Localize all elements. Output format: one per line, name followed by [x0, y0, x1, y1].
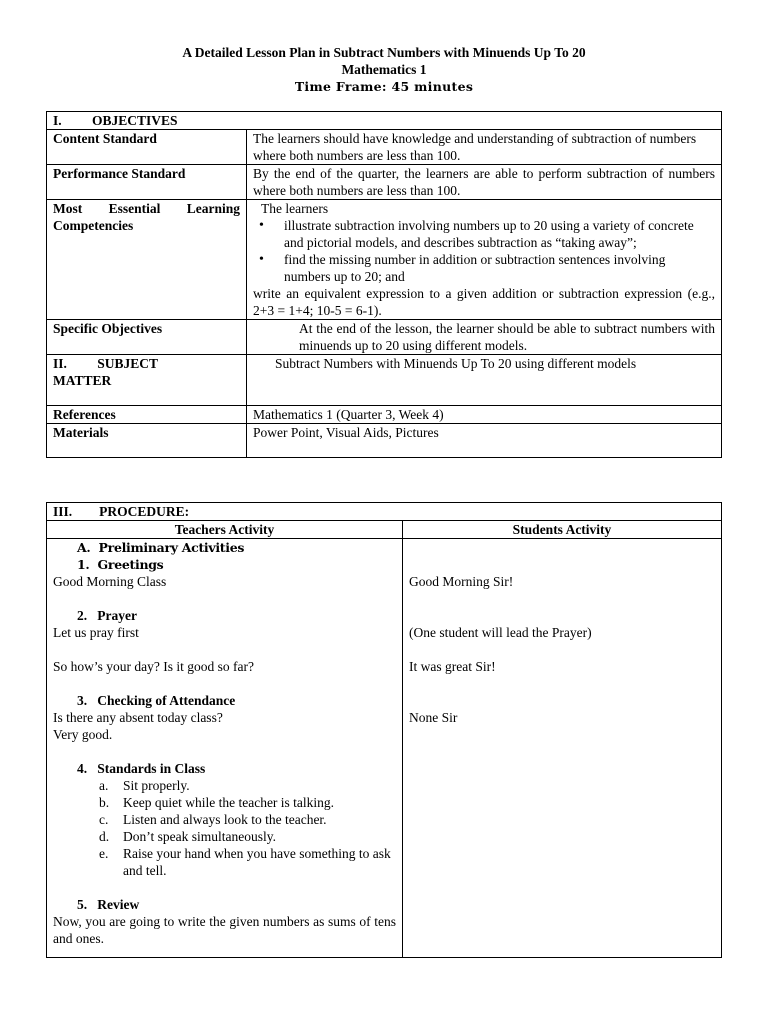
melc-last: write an equivalent expression to a given addition or subtraction expression (e.g., 2+3 = 1+4; 10-5 = 6-1).: [253, 286, 715, 318]
standards-item: e. Raise your hand when you have something to ask and tell.: [99, 846, 391, 878]
melc-item: • illustrate subtraction involving numbers up to 20 using a variety of concrete and pictorial models, and describes subtraction as “taking away”;: [253, 217, 715, 251]
performance-standard-text: By the end of the quarter, the learners are able to perform subtraction of numbers where both numbers are less than 100.: [247, 165, 722, 200]
subject-matter-label: II. SUBJECT MATTER: [47, 355, 247, 406]
review-teacher: Now, you are going to write the given numbers as sums of tens and ones.: [53, 914, 396, 946]
procedure-heading: III. PROCEDURE:: [47, 503, 722, 521]
day-question-teacher: So how’s your day? Is it good so far?: [53, 659, 254, 674]
document-header: [0, 44, 768, 95]
materials-label: Materials: [47, 424, 247, 458]
prayer-student: (One student will lead the Prayer): [409, 625, 592, 640]
content-standard-label: Content Standard: [47, 130, 247, 165]
subject-matter-text: Subtract Numbers with Minuends Up To 20 using different models: [247, 355, 722, 406]
standards-list: [53, 777, 396, 879]
content-standard-text: The learners should have knowledge and understanding of subtraction of numbers where both numbers are less than 100.: [247, 130, 722, 165]
references-text: Mathematics 1 (Quarter 3, Week 4): [247, 406, 722, 424]
attendance-student: None Sir: [409, 710, 458, 725]
standards-item: a. Sit properly.: [99, 778, 190, 793]
students-activity-header: Students Activity: [403, 521, 722, 539]
standards-item: c. Listen and always look to the teacher.: [99, 812, 327, 827]
performance-standard-label: Performance Standard: [47, 165, 247, 200]
greetings-heading: 1. Greetings: [77, 557, 164, 572]
specific-objectives-label: Specific Objectives: [47, 320, 247, 355]
greeting-student: Good Morning Sir!: [409, 574, 514, 589]
attendance-heading: 3. Checking of Attendance: [77, 693, 236, 708]
preliminary-activities-heading: A. Preliminary Activities: [77, 540, 245, 555]
review-heading: 5. Review: [77, 897, 140, 912]
materials-text: Power Point, Visual Aids, Pictures: [247, 424, 722, 458]
objectives-heading: I. OBJECTIVES: [47, 112, 722, 130]
time-frame: Time Frame: 45 minutes: [294, 79, 474, 94]
prayer-teacher: Let us pray first: [53, 625, 139, 640]
melc-item: • find the missing number in addition or subtraction sentences involving numbers up to 20; and: [253, 251, 715, 285]
lesson-title: A Detailed Lesson Plan in Subtract Numbers with Minuends Up To 20: [182, 45, 586, 60]
melc-intro: The learners: [261, 201, 329, 216]
references-label: References: [47, 406, 247, 424]
procedure-table: [46, 502, 722, 958]
students-activity-cell: [403, 539, 722, 958]
teachers-activity-header: Teachers Activity: [47, 521, 403, 539]
subject-line: Mathematics 1: [341, 62, 427, 77]
greeting-teacher: Good Morning Class: [53, 574, 167, 589]
specific-objectives-text: At the end of the lesson, the learner should be able to subtract numbers with minuends up to 20 using different models.: [247, 320, 722, 355]
prayer-heading: 2. Prayer: [77, 608, 137, 623]
standards-heading: 4. Standards in Class: [77, 761, 206, 776]
standards-item: d. Don’t speak simultaneously.: [99, 829, 276, 844]
attendance-teacher-question: Is there any absent today class?: [53, 710, 223, 725]
teachers-activity-cell: [47, 539, 403, 958]
melc-cell: [247, 200, 722, 320]
melc-list: [253, 217, 715, 285]
melc-label: Most Essential Learning Competencies: [47, 200, 247, 320]
objectives-table: [46, 111, 722, 458]
standards-item: b. Keep quiet while the teacher is talking.: [99, 795, 335, 810]
day-answer-student: It was great Sir!: [409, 659, 496, 674]
attendance-teacher-response: Very good.: [53, 727, 113, 742]
